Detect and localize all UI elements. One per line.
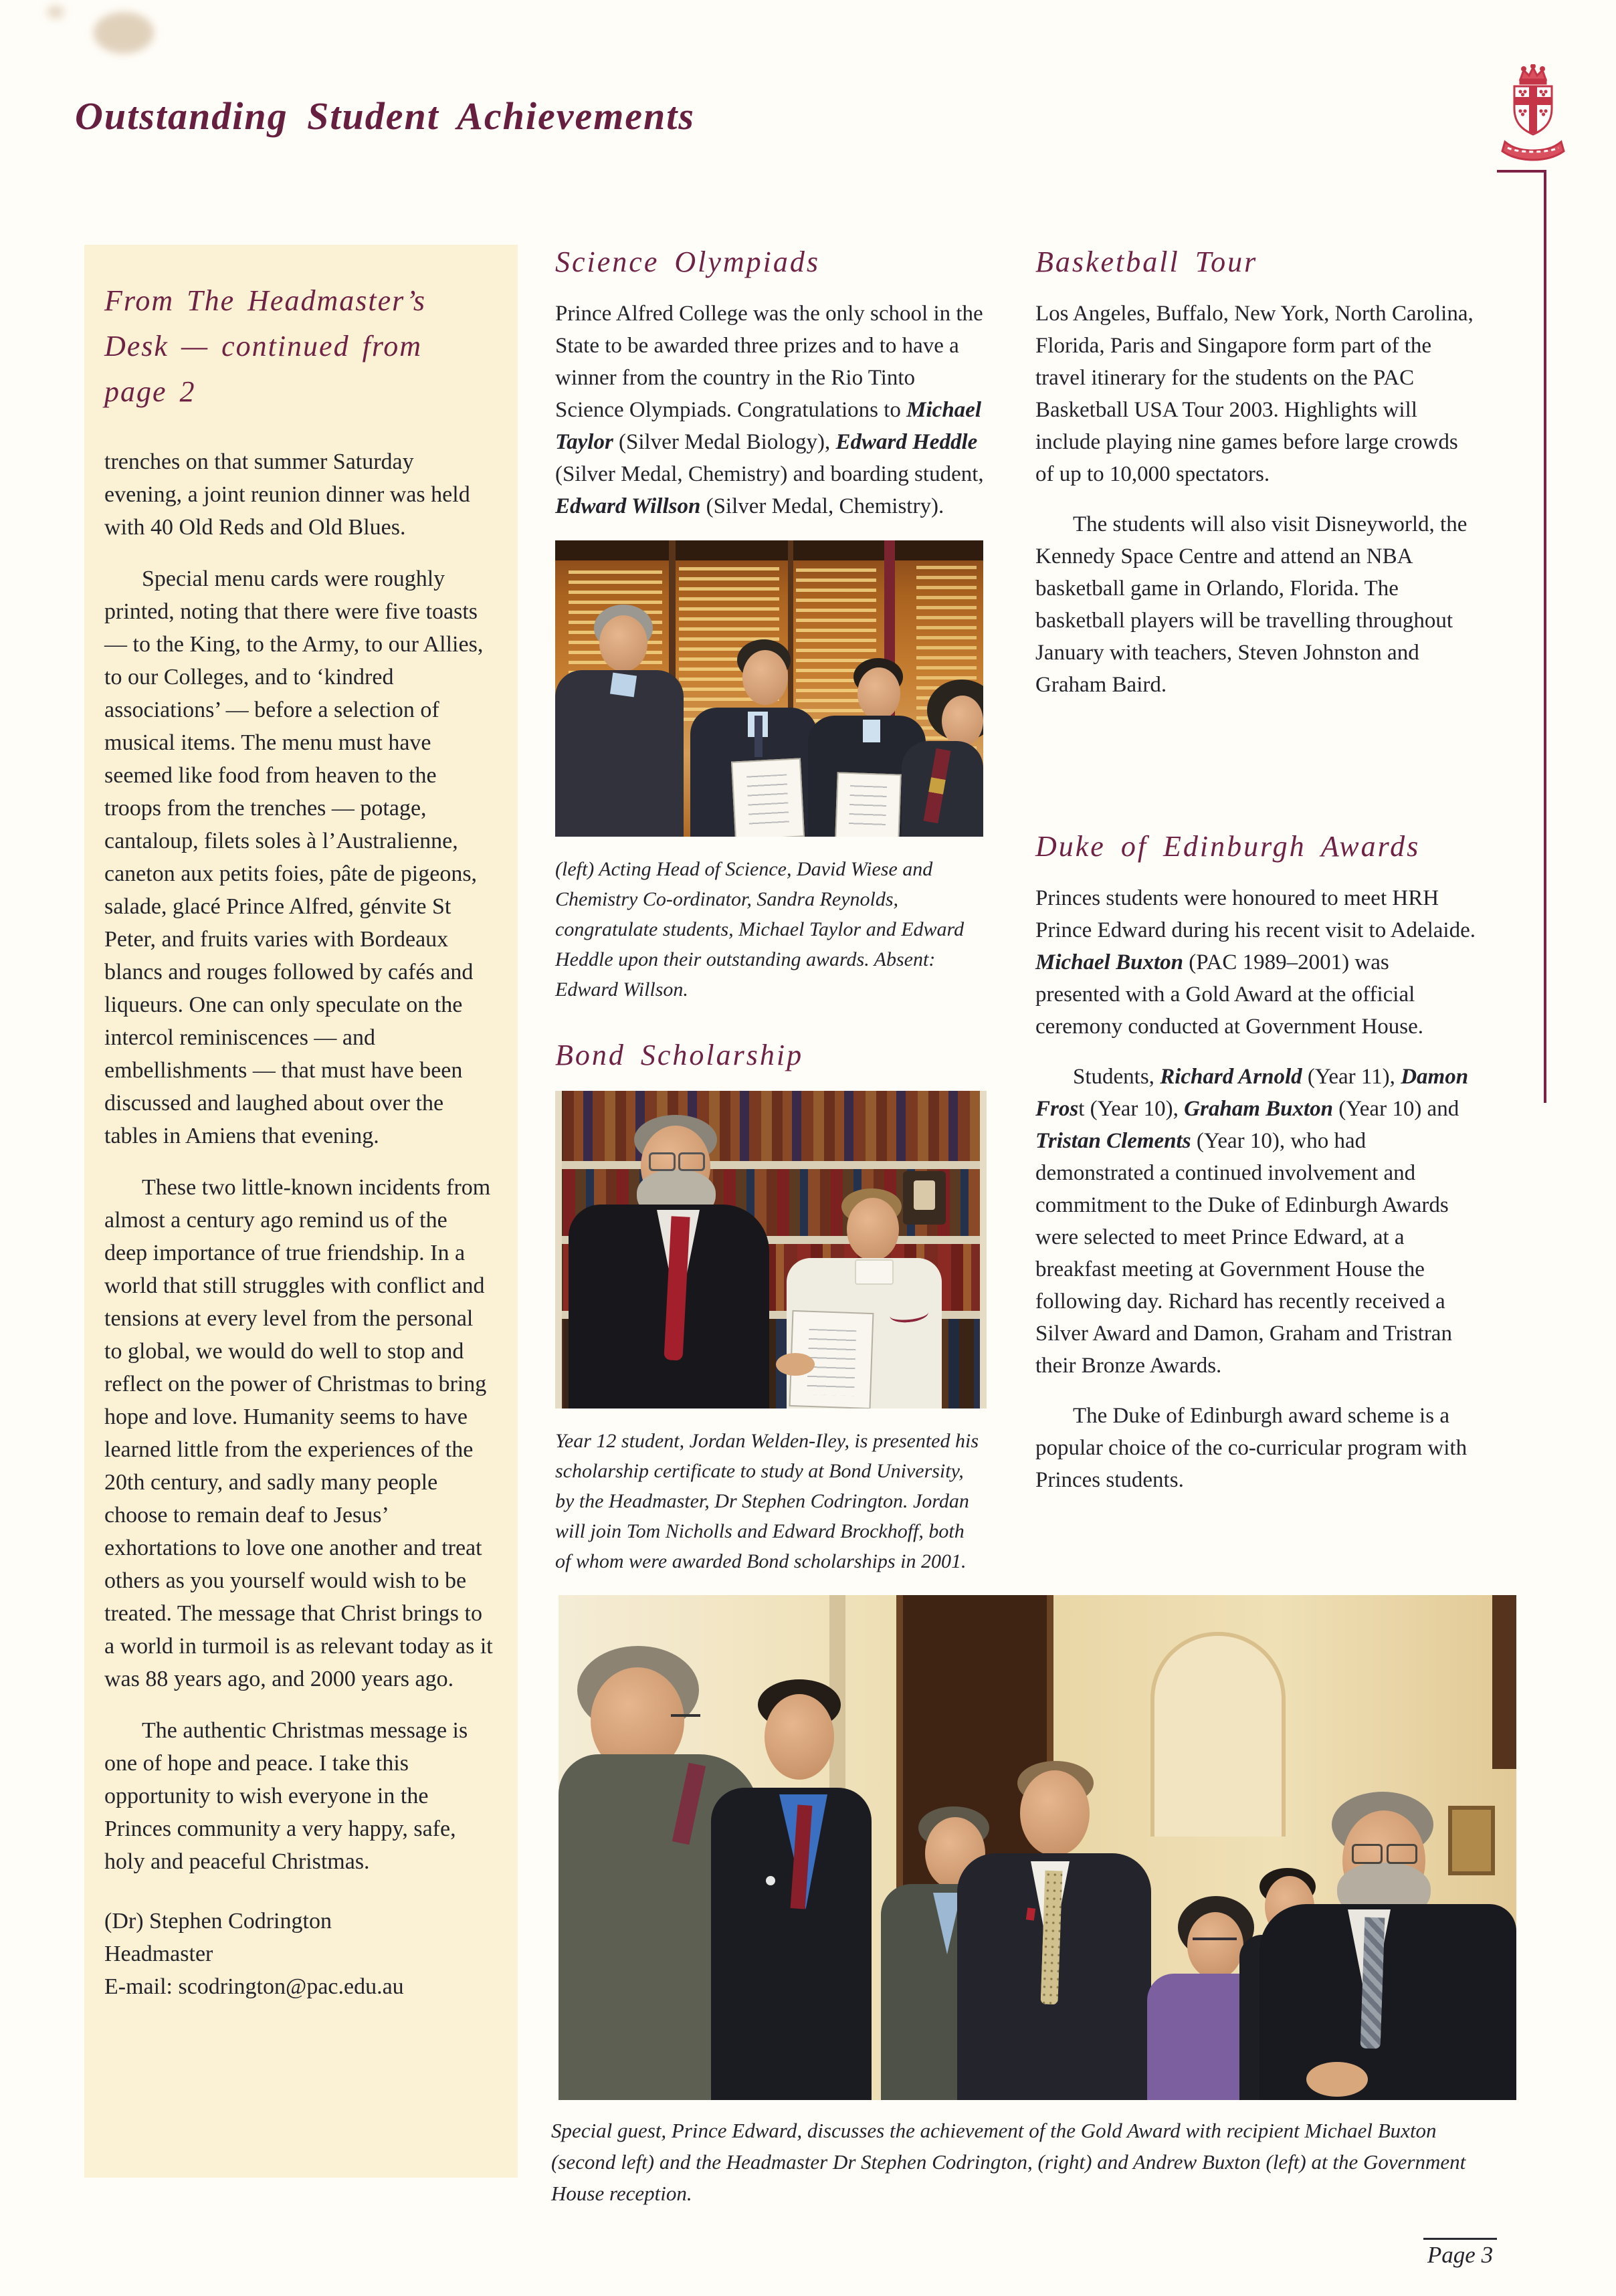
tie — [754, 716, 763, 757]
head — [742, 650, 788, 705]
signature-name: (Dr) Stephen Codrington — [104, 1909, 332, 1934]
shirt — [863, 720, 880, 742]
reception-photo-caption: Special guest, Prince Edward, discusses the achievement of the Gold Award with recipient Michael Buxton (second left) and the Headmaster Dr Stephen Codrington, (right) and Andrew Buxton (left) at the Government House reception. — [551, 2119, 1466, 2205]
hand — [776, 1353, 815, 1376]
shelf-frame — [555, 1091, 562, 1408]
shelf-board — [555, 1161, 987, 1169]
lapel-pin — [1026, 1907, 1035, 1920]
head — [857, 667, 900, 720]
head — [1187, 1912, 1243, 1979]
shelf-frame — [980, 1091, 987, 1408]
hands — [1306, 2062, 1368, 2097]
bond-photo-caption: Year 12 student, Jordan Welden-Iley, is presented his scholarship certificate to study at Bond University, by the Headmaster, Dr Stephen Codrington. Jordan will join Tom Nicholls and Edward Brockhoff, both of whom were awarded Bond scholarships in 2001. — [555, 1430, 979, 1572]
glasses-icon — [1193, 1938, 1237, 1940]
paper-smudge — [47, 5, 64, 19]
science-olympiads-photo — [555, 540, 983, 837]
lapel-pin — [766, 1876, 775, 1885]
duke-paragraph: Students, Richard Arnold (Year 11), Damon Frost (Year 10), Graham Buxton (Year 10) and Tristan Clements (Year 10), who had demonstrated a continued involvement and commitment to the Duke of Edinburgh Awards were selected to meet Prince Edward, at a breakfast meeting at Government House the following day. Richard has recently received a Silver Award and Damon, Graham and Tristran their Bronze Awards. — [1035, 1065, 1469, 1378]
duke-paragraph: Princes students were honoured to meet HRH Prince Edward during his recent visit to Adelaide. Michael Buxton (PAC 1989–2001) was presented with a Gold Award at the official ceremony conducted at Government House. — [1035, 886, 1476, 1039]
certificate — [835, 772, 901, 837]
torso — [1259, 1904, 1516, 2100]
duke-paragraph: The Duke of Edinburgh award scheme is a popular choice of the co-curricular program with Princes students. — [1035, 1404, 1468, 1492]
basketball-paragraph: Los Angeles, Buffalo, New York, North Carolina, Florida, Paris and Singapore form part of the travel itinerary for the students on the PAC Basketball USA Tour 2003. Highlights will include playing nine games before large crowds of up to 10,000 spectators. — [1035, 302, 1474, 486]
section-basketball-tour — [1035, 245, 1476, 719]
books — [563, 1091, 980, 1161]
head — [765, 1694, 834, 1780]
headmaster-paragraph: trenches on that summer Saturday evening, a joint reunion dinner was held with 40 Old Reds and Old Blues. — [104, 449, 470, 540]
headmaster-paragraph: The authentic Christmas message is one of hope and peace. I take this opportunity to wish everyone in the Princes community a very happy, safe, holy and peaceful Christmas. — [104, 1718, 468, 1874]
reception-photo — [559, 1595, 1516, 2100]
bond-scholarship-heading: Bond Scholarship — [555, 1039, 804, 1071]
duke-awards-heading: Duke of Edinburgh Awards — [1035, 830, 1421, 863]
head — [942, 696, 983, 746]
polo-collar — [855, 1259, 894, 1285]
signature-role: Headmaster — [104, 1942, 213, 1966]
head — [1020, 1770, 1090, 1856]
section-duke-awards — [1035, 829, 1477, 1514]
headmaster-paragraph: Special menu cards were roughly printed, noting that there were five toasts — to the King, to the Army, to our Allies, to our Colleges, and to ‘kindred associations’ — before a selection of musical items. The menu must have seemed like food from heaven to the troops from the trenches — potage, cantaloup, filets soles à l’Australienne, caneton aux petits foies, pâte de pigeons, salade, glacé Prince Alfred, génvite St Peter, and fruits varies with Bordeaux blancs and rouges followed by cafés and liqueurs. One can only speculate on the intercol reminiscences — and embellishments — that must have been discussed and laughed about over the tables in Amiens that evening. — [104, 566, 484, 1148]
glasses-icon — [649, 1152, 676, 1171]
head — [599, 615, 647, 671]
paper-smudge — [94, 12, 154, 54]
headmaster-paragraph: These two little-known incidents from almost a century ago remind us of the deep importance of true friendship. In a world that still struggles with conflict and tensions at every level from the personal to global, we would do well to stop and reflect on the power of Christmas to bring hope and love. Humanity seems to have learned little from the experiences of the 20th century, and sadly many people choose to remain deaf to Jesus’ exhortations to love one another and treat others as you yourself would wish to be treated. The message that Christ brings to a world in turmoil is as relevant today as it was 88 years ago, and 2000 years ago. — [104, 1175, 493, 1691]
science-olympiads-text: Prince Alfred College was the only school in the State to be awarded three prizes and to have a winner from the country in the Rio Tinto Science Olympiads. Congratulations to Michael Taylor (Silver Medal Biology), Edward Heddle (Silver Medal, Chemistry) and boarding student, Edward Willson (Silver Medal, Chemistry). — [555, 302, 984, 518]
arch — [1150, 1632, 1286, 1837]
certificate — [731, 758, 805, 837]
science-olympiads-heading: Science Olympiads — [555, 245, 820, 278]
basketball-paragraph: The students will also visit Disneyworld, the Kennedy Space Centre and attend an NBA basketball game in Orlando, Florida. The basketball players will be travelling throughout January with teachers, Steven Johnston and Graham Baird. — [1035, 512, 1468, 697]
wood-beam — [1492, 1595, 1516, 1769]
corner-rule-vertical — [1544, 170, 1546, 1103]
glasses-icon — [1352, 1844, 1383, 1864]
science-photo-caption: (left) Acting Head of Science, David Wiese and Chemistry Co-ordinator, Sandra Reynolds, congratulate students, Michael Taylor and Edward Heddle upon their outstanding awards. Absent: Edward Willson. — [555, 858, 965, 1001]
head — [847, 1198, 899, 1261]
honour-board-frame — [555, 540, 983, 560]
page-number: Page 3 — [1427, 2242, 1494, 2268]
glasses-icon — [1387, 1844, 1417, 1864]
school-crest-icon — [1500, 64, 1567, 166]
signature-email: E-mail: scodrington@pac.edu.au — [104, 1974, 404, 1999]
glasses-icon — [671, 1714, 700, 1717]
page-title: Outstanding Student Achievements — [75, 94, 695, 138]
headmaster-desk-box — [84, 245, 518, 2178]
section-science-olympiads — [555, 245, 985, 1005]
reception-photo-figure — [551, 1595, 1528, 2209]
crest-plaque-inner — [914, 1180, 935, 1210]
basketball-tour-heading: Basketball Tour — [1035, 245, 1258, 278]
footer-rule — [1423, 2238, 1497, 2240]
bond-scholarship-photo — [555, 1091, 987, 1408]
signature-block — [104, 1905, 495, 2003]
shirt — [610, 673, 637, 698]
picture-frame — [1448, 1806, 1495, 1875]
headmaster-box-heading: From The Headmaster’s Desk — continued from page 2 — [104, 284, 426, 408]
glasses-icon — [678, 1152, 705, 1171]
section-bond-scholarship — [555, 1038, 987, 1576]
corner-rule-horizontal — [1497, 170, 1546, 173]
